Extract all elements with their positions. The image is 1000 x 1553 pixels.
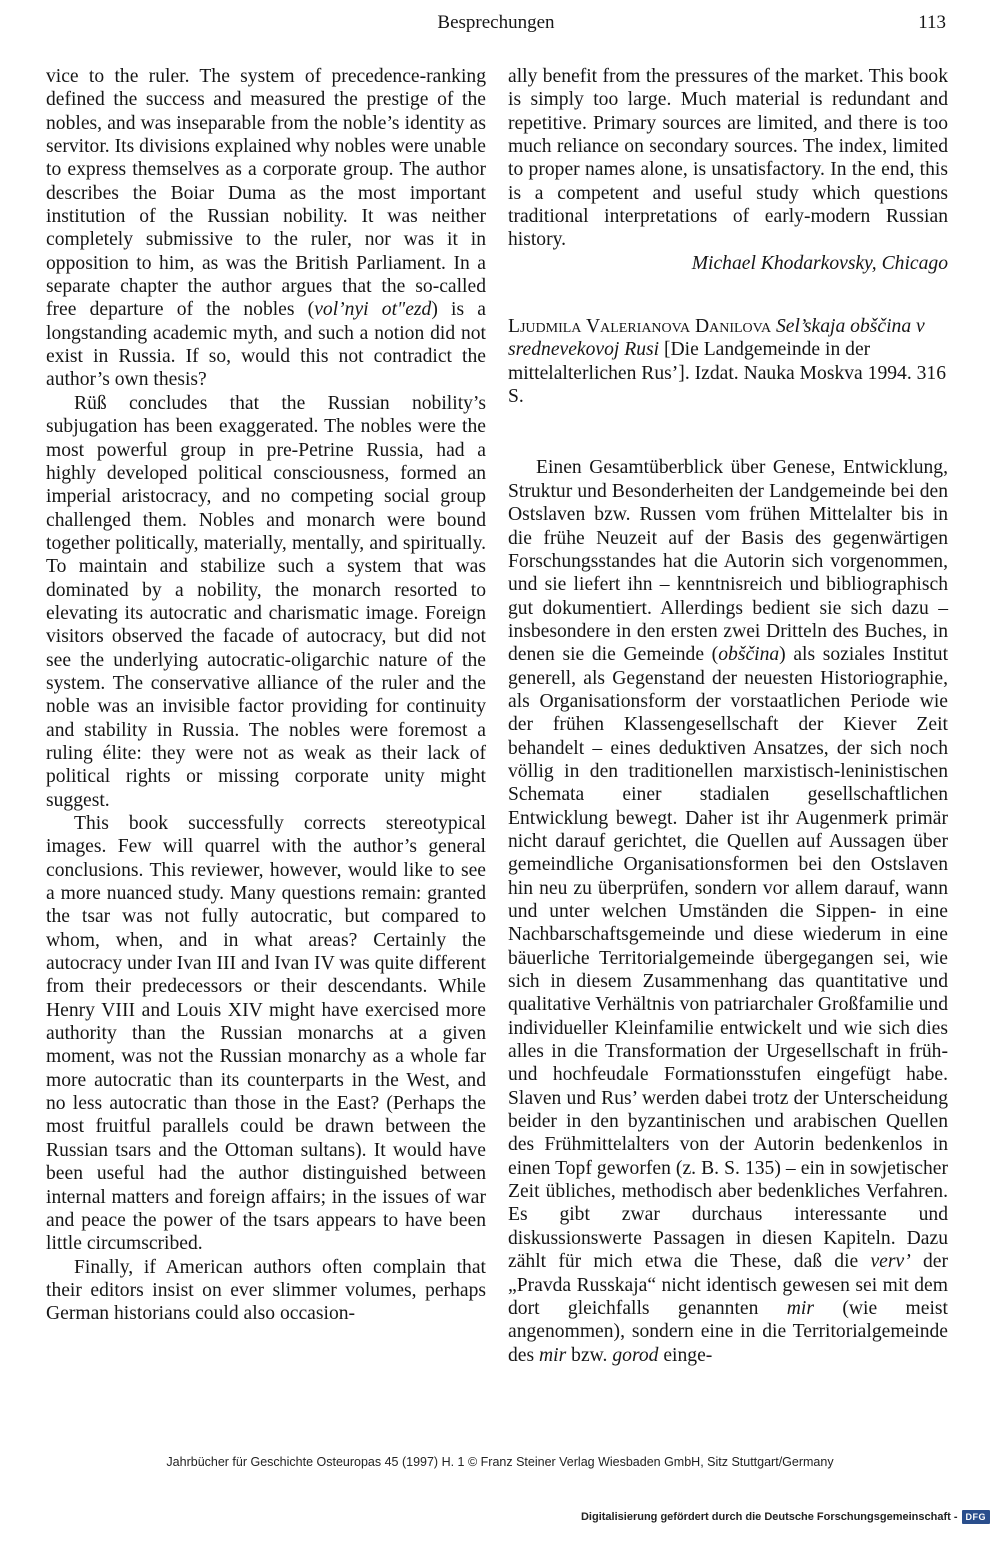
page-number: 113 [918, 12, 946, 33]
paragraph: This book successfully corrects stereotypical images. Few will quarrel with the author’s general conclusions. This reviewer, however, would like to see a more nuanced study. Many questions remain: granted the tsar was not fully autocratic, but compared to whom, when, and in what areas? Certainly the autocracy under Ivan III and Ivan IV was quite different from their predecessors or their descendants. While Henry VIII and Louis XIV might have exercised more authority than the Russian monarchs at a given moment, was not the Russian monarchy as a whole far more autocratic than its counterparts in the West, and no less autocratic than those in the East? (Perhaps the most fruitful parallels could be drawn between the Russian tsars and the Ottoman sultans). It would have been useful had the author distinguished between internal matters and foreign affairs; in the issues of war and peace the power of the tsars appears to have been little circumscribed. [46, 813, 486, 1255]
term: vol’nyi ot"ezd [314, 299, 432, 321]
book-citation: Ljudmila Valerianova Danilova Sel’skaja obščina v srednevekovoj Rusi [Die Landgemeinde in der mittelalterlichen Rus’]. Izdat. Nauka Moskva 1994. 316 S. [508, 316, 947, 408]
page-header [46, 10, 946, 42]
running-head: Besprechungen [437, 12, 555, 33]
dfg-logo-icon: DFG [962, 1510, 991, 1524]
review-body: Einen Gesamtüberblick über Genese, Entwicklung, Struktur und Besonderheiten der Landgemeinde bei den Ostslaven bzw. Russen vom frühen Mittelalter bis in die frühe Neuzeit auf der Basis des gegenwärtigen Forschungsstandes hat die Autorin sich vorgenommen, und sie liefert ihn – kenntnisreich und bibliographisch gut dokumentiert. Allerdings bedient sie sich dazu – insbesondere in den ersten zwei Dritteln des Buches, in denen sie die Gemeinde (obščina) als soziales Institut generell, als Gegenstand der neuesten Historiographie, als Organisationsform der vorstaatlichen Periode wie der frühen Klassengesellschaft der Kiever Zeit behandelt – eines deduktiven Ansatzes, der sich noch völlig in den traditionellen marxistisch-leninistischen Schemata einer stadialen gesellschaftlichen Entwicklung bewegt. Daher ist ihr Augenmerk primär nicht darauf gerichtet, die Quellen auf Aussagen über gemeindliche Organisationsformen bei den Ostslaven hin neu zu überprüfen, sondern vor allem darauf, wann und unter welchen Umständen die Sippen- in eine Nachbarschaftsgemeinde und diese wiederum in eine bäuerliche Territorialgemeinde übergegangen sei, wie sich in diesem Zusammenhang das quantitative und qualitative Verhältnis von patriarchaler Großfamilie und individueller Kleinfamilie entwickelt und wie sich dies alles in die Transformation der Urgesellschaft in früh- und hochfeudale Formationsstufen eingefügt habe. Slaven und Rus’ werden dabei trotz der Unterscheidung beider in den byzantinischen und arabischen Quellen des Frühmittelalters von der Autorin bedenkenlos in einen Topf geworfen (z. B. S. 135) – ein in sowjetischer Zeit übliches, methodisch aber bedenkliches Verfahren. Es gibt zwar durchaus interessante und diskussionswerte Passagen in diesen Kapiteln. Dazu zählt für mich etwa die These, daß die verv’ der „Pravda Russkaja“ nicht identisch gewesen sei mit dem dort gleichfalls genannten mir (wie meist angenommen), sondern eine in die Territorialgemeinde des mir bzw. gorod einge- [508, 457, 949, 1366]
paragraph: Rüß concludes that the Russian nobility’s subjugation has been exaggerated. The nobles were the most powerful group in pre-Petrine Russia, had a highly developed political consciousness, formed an imperial aristocracy, and no competing social group challenged them. Nobles and monarch were bound together politically, materially, mentally, and spiritually. To maintain and stabilize such a system that was dominated by a nobility, the monarch resorted to elevating its autocratic and charismatic image. Foreign visitors observed the facade of autocracy, but did not see the underlying autocratic-oligarchic nature of the system. The conservative alliance of the ruler and the noble was an invisible factor providing for continuity and stability in Russia. The nobles were foremost a ruling élite: they were not as weak as their lack of political rights or missing corporate unity might suggest. [46, 392, 486, 811]
right-column [508, 65, 948, 1367]
cited-title: Sel’skaja obščina v srednevekovoj Rusi [508, 316, 925, 361]
paragraph: vice to the ruler. The system of precedence-ranking defined the success and measured the prestige of the nobles, and was inseparable from the noble’s identity as servitor. Its divisions explained why nobles were unable to express themselves as a corporate group. The author describes the Boiar Duma as the most important institution of the Russian nobility. It was neither completely submissive to the ruler, nor was it in opposition to him, as was the British Parliament. In a separate chapter the author argues that the so-called free departure of the nobles (vol’nyi ot"ezd) is a longstanding academic myth, and such a notion did not exist in Russia. If so, would this not contradict the author’s own thesis? [46, 66, 486, 391]
digitization-text: Digitalisierung gefördert durch die Deutsche Forschungsgemeinschaft - [580, 1511, 958, 1523]
cited-author: Ljudmila Valerianova Danilova [508, 316, 772, 338]
paragraph: Finally, if American authors often complain that their editors insist on ever slimmer volumes, perhaps German historians could also occasion- [46, 1256, 486, 1325]
journal-footer: Jahrbücher für Geschichte Osteuropas 45 (1997) H. 1 © Franz Steiner Verlag Wiesbaden GmbH, Sitz Stuttgart/Germany [166, 1455, 834, 1469]
reviewer-signature: Michael Khodarkovsky, Chicago [691, 252, 948, 274]
paragraph: ally benefit from the pressures of the market. This book is simply too large. Much material is redundant and repetitive. Primary sources are limited, and there is too much reliance on secondary sources. The index, limited to proper names alone, is unsatisfactory. In the end, this is a competent and useful study which questions traditional interpretations of early-modern Russian history. [508, 66, 948, 251]
digitization-note [581, 1506, 990, 1528]
left-column [46, 65, 486, 1326]
